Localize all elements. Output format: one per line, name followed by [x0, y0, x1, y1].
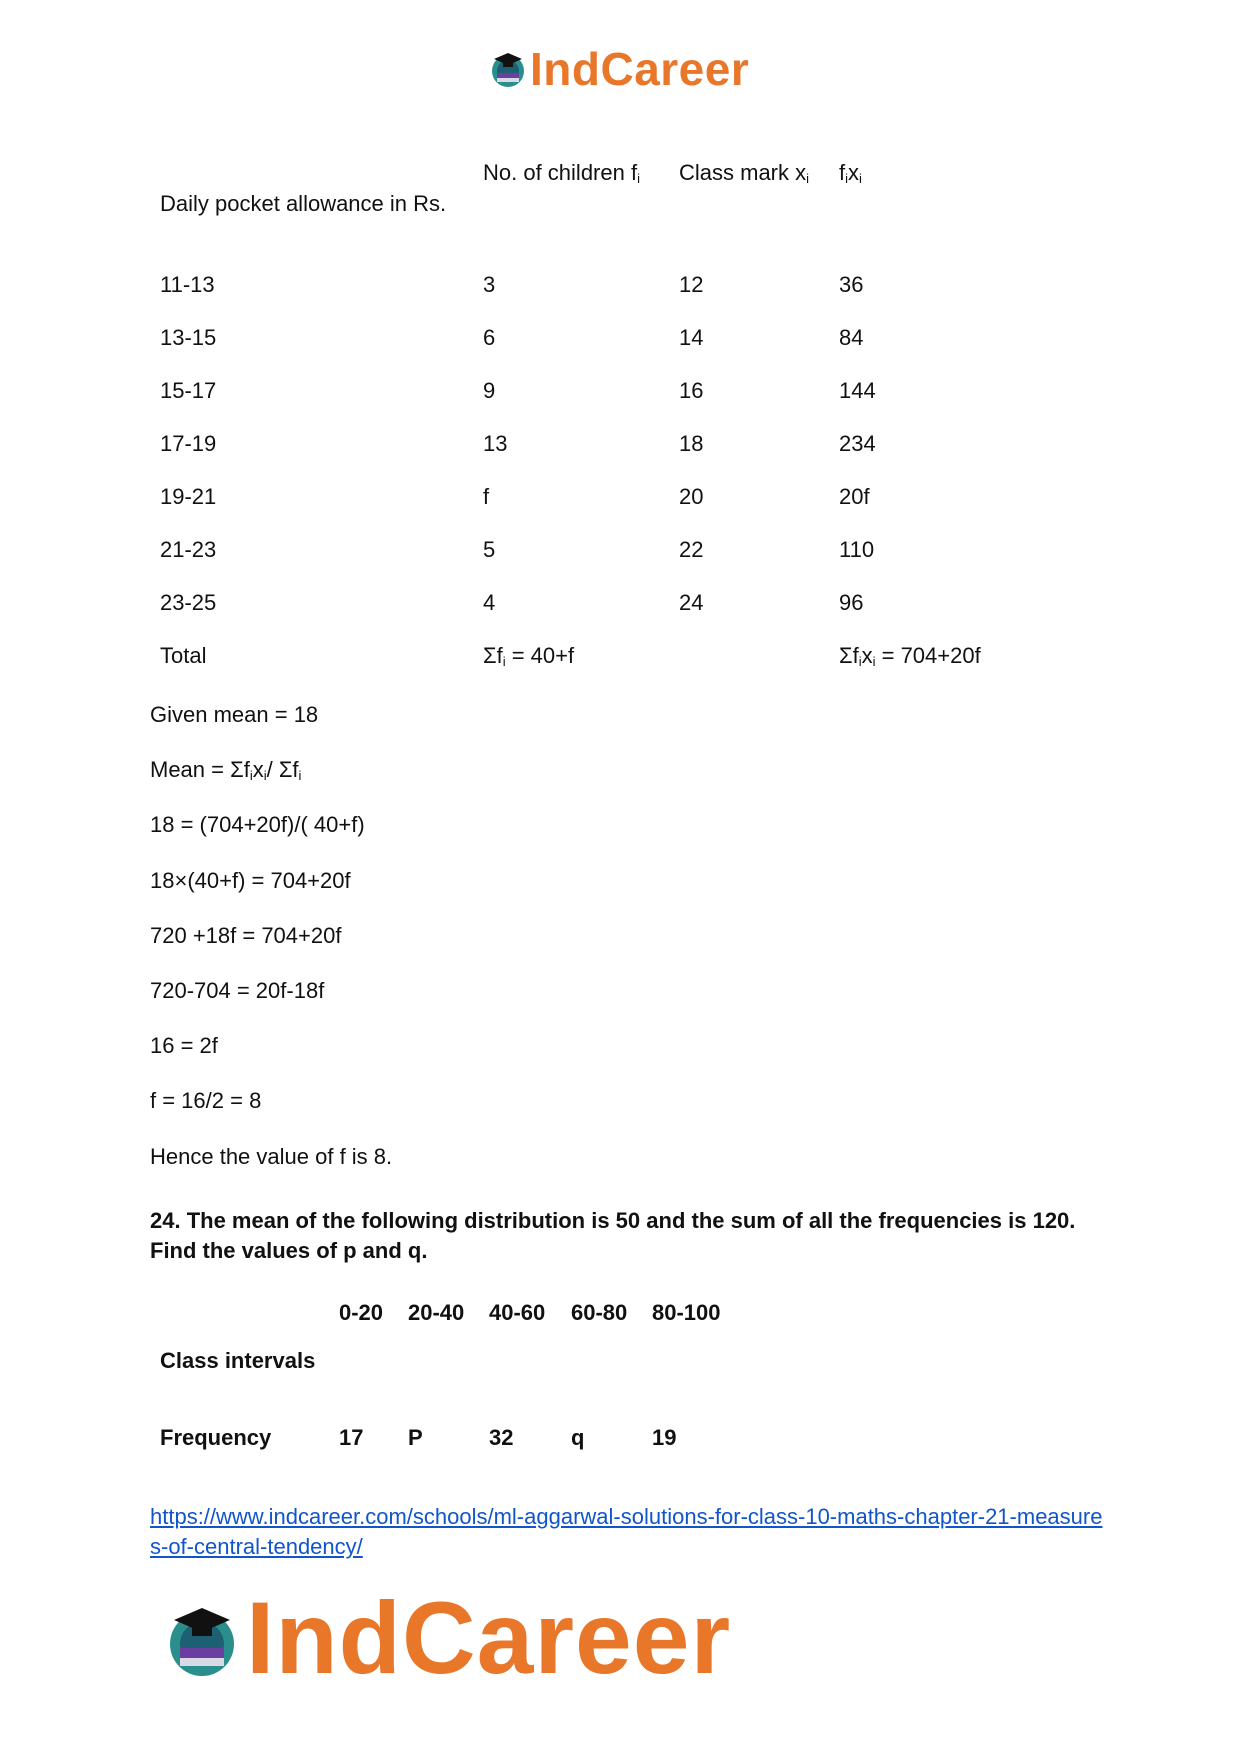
graduation-globe-icon — [162, 1598, 242, 1680]
question-24: 24. The mean of the following distribution is 50 and the sum of all the frequencies is 120. Find the values of p and q. — [150, 1208, 1076, 1263]
cell: 21-23 — [160, 536, 217, 562]
cell: 84 — [839, 324, 864, 350]
cell — [669, 629, 829, 682]
class-intervals-label: Class intervals — [160, 1347, 316, 1373]
cell: 14 — [679, 324, 704, 350]
header-children: No. of children $f_i$ — [483, 160, 640, 186]
solution-step: 18 = (704+20f)/( 40+f) — [150, 812, 365, 838]
cell: 19-21 — [160, 483, 217, 509]
cell: 234 — [839, 430, 876, 456]
cell: 20-40 — [408, 1300, 465, 1325]
cell: 3 — [483, 271, 496, 297]
cell: 40-60 — [489, 1300, 546, 1325]
cell: 17-19 — [160, 430, 217, 456]
table-row — [150, 576, 1050, 629]
cell: f — [483, 483, 490, 509]
brand-name: IndCareer — [530, 43, 750, 95]
pocket-allowance-table — [150, 150, 1050, 682]
solution-step: 720 +18f = 704+20f — [150, 922, 342, 948]
table-row — [150, 470, 1050, 523]
cell: 4 — [483, 589, 496, 615]
table-row — [150, 364, 1050, 417]
cell: 0-20 — [339, 1300, 384, 1325]
solution-conclusion: Hence the value of f is 8. — [150, 1143, 393, 1169]
cell: 36 — [839, 271, 864, 297]
total-sum-fx: $\Sigma f_ix_i = 704+20f$ — [839, 642, 981, 669]
solution-step: 18×(40+f) = 704+20f — [150, 867, 351, 893]
header-fixi: $f_ix_i$ — [839, 160, 862, 186]
table-header-row — [150, 150, 1050, 258]
cell: 24 — [679, 589, 704, 615]
cell: 13-15 — [160, 324, 217, 350]
source-link[interactable]: https://www.indcareer.com/schools/ml-aggarwal-solutions-for-class-10-maths-chapter-21-measures-of-central-tendency/ — [150, 1504, 1103, 1559]
cell: 144 — [839, 377, 876, 403]
solution-step: f = 16/2 = 8 — [150, 1088, 262, 1114]
frequency-label: Frequency — [160, 1425, 272, 1450]
footer-logo — [162, 1580, 731, 1697]
total-label: Total — [160, 642, 207, 668]
cell: q — [571, 1425, 585, 1450]
cell: 20f — [839, 483, 870, 509]
cell: 17 — [339, 1425, 364, 1450]
given-mean: Given mean = 18 — [150, 702, 319, 727]
table-row — [150, 311, 1050, 364]
cell: 18 — [679, 430, 704, 456]
solution-step: 720-704 = 20f-18f — [150, 977, 325, 1003]
cell: 12 — [679, 271, 704, 297]
header-class-mark: Class mark $x_i$ — [679, 160, 810, 186]
cell: 20 — [679, 483, 704, 509]
cell: 96 — [839, 589, 864, 615]
distribution-table — [150, 1290, 742, 1458]
header-allowance: Daily pocket allowance in Rs. — [160, 191, 447, 216]
cell: 23-25 — [160, 589, 217, 615]
solution-step: 16 = 2f — [150, 1033, 218, 1059]
solution-steps — [150, 700, 392, 1197]
cell: 110 — [839, 536, 875, 562]
table-row — [150, 523, 1050, 576]
cell: P — [408, 1425, 423, 1450]
cell: 11-13 — [160, 271, 215, 297]
brand-name: IndCareer — [246, 1581, 732, 1695]
cell: 5 — [483, 536, 496, 562]
total-sum-f: $\Sigma f_i = 40+f$ — [483, 642, 575, 669]
cell: 13 — [483, 430, 508, 456]
cell: 22 — [679, 536, 704, 562]
cell: 19 — [652, 1425, 677, 1450]
cell: 9 — [483, 377, 496, 403]
cell: 80-100 — [652, 1300, 721, 1325]
table-row — [150, 1418, 742, 1458]
table-row — [150, 417, 1050, 470]
header-logo — [488, 42, 749, 96]
table-total-row — [150, 629, 1050, 682]
table-row — [150, 1290, 742, 1418]
cell: 15-17 — [160, 377, 217, 403]
cell: 60-80 — [571, 1300, 628, 1325]
mean-formula: Mean = $\Sigma f_ix_i/$ $\Sigma f_i$ — [150, 757, 302, 784]
graduation-globe-icon — [488, 49, 528, 89]
cell: 16 — [679, 377, 704, 403]
cell: 6 — [483, 324, 496, 350]
cell: 32 — [489, 1425, 514, 1450]
table-row — [150, 258, 1050, 311]
